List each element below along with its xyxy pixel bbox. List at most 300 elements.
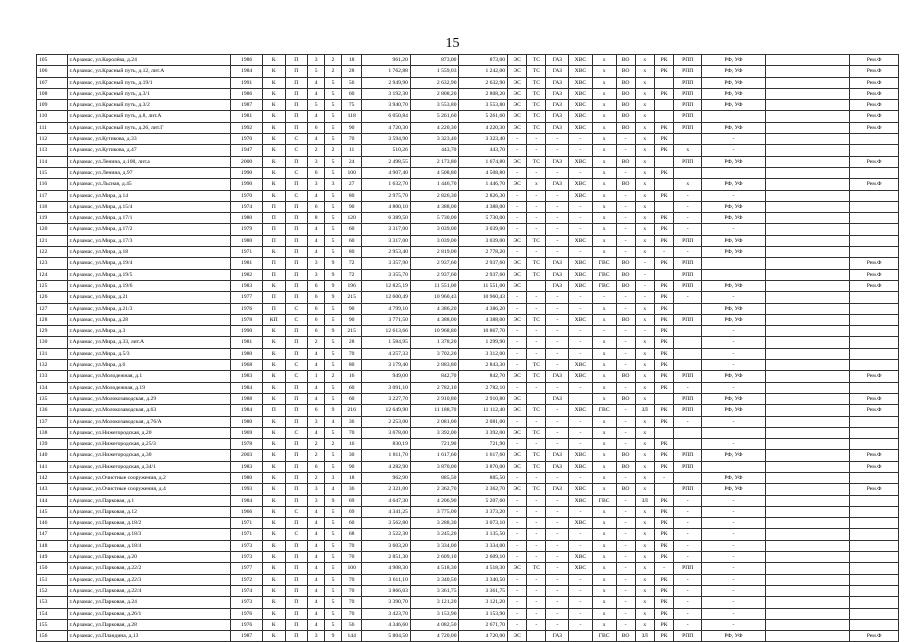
extra-cell xyxy=(765,597,850,608)
year-built-cell: 1970 xyxy=(231,134,263,145)
living-area-2-cell: 2 362,70 xyxy=(459,484,508,495)
apartments-cell: 70 xyxy=(342,585,362,596)
power-supply-cell: - xyxy=(508,495,527,506)
floor-material-cell: П xyxy=(285,156,308,167)
year-built-cell: 1986 xyxy=(231,88,263,99)
floor-material-cell: П xyxy=(285,608,308,619)
roof-cell xyxy=(654,100,673,111)
address-cell: г.Арзамас, ул.Красный путь, д.19/1 xyxy=(67,77,231,88)
total-area-cell: 830,19 xyxy=(362,439,411,450)
living-area-2-cell: 3 392,00 xyxy=(459,427,508,438)
extra-cell xyxy=(765,190,850,201)
total-area-cell: 1 632,70 xyxy=(362,179,411,190)
row-number-cell: 114 xyxy=(37,156,68,167)
repair-fund-cell: Рем.Ф xyxy=(850,269,899,280)
hot-water-cell: х xyxy=(592,619,616,630)
address-cell: г.Арзамас, ул.Молокозаводская, д.29 xyxy=(67,393,231,404)
cold-water-cell: - xyxy=(569,439,593,450)
hot-water-cell: х xyxy=(592,371,616,382)
floor-material-cell: П xyxy=(285,326,308,337)
utility-equipment-cell xyxy=(674,167,702,178)
entrances-cell: 4 xyxy=(308,552,325,563)
power-supply-cell: ЭС xyxy=(508,393,527,404)
address-cell: г.Арзамас, ул.Мира, д.19/5 xyxy=(67,269,231,280)
living-area-2-cell: 1 242,00 xyxy=(459,66,508,77)
gas-supply-cell: - xyxy=(546,224,569,235)
roof-cell xyxy=(654,201,673,212)
power-supply-cell: - xyxy=(508,292,527,303)
extra-cell xyxy=(765,393,850,404)
total-area-cell: 3 423,70 xyxy=(362,608,411,619)
floors-cell: 5 xyxy=(325,360,342,371)
wall-material-cell: К xyxy=(262,461,285,472)
row-number-cell: 109 xyxy=(37,100,68,111)
heat-supply-cell: - xyxy=(527,439,546,450)
row-number-cell: 155 xyxy=(37,619,68,630)
apartments-cell: 30 xyxy=(342,450,362,461)
power-supply-cell: ЭС xyxy=(508,66,527,77)
roof-cell: РК xyxy=(654,326,673,337)
address-cell: г.Арзамас, ул.Мира, д.17/1 xyxy=(67,213,231,224)
living-area-2-cell: 4 220,30 xyxy=(459,122,508,133)
repair-fund-cell xyxy=(850,597,899,608)
floor-material-cell: П xyxy=(285,77,308,88)
year-built-cell: 1970 xyxy=(231,190,263,201)
cold-water-cell xyxy=(569,631,593,642)
power-supply-cell: ЭС xyxy=(508,156,527,167)
gas-supply-cell: - xyxy=(546,213,569,224)
power-supply-cell: - xyxy=(508,552,527,563)
row-number-cell: 120 xyxy=(37,224,68,235)
sewerage-cell: - xyxy=(616,529,635,540)
facade-work-cell: - xyxy=(702,563,765,574)
hot-water-cell: х xyxy=(592,122,616,133)
apartments-cell: 90 xyxy=(342,461,362,472)
cold-water-cell: - xyxy=(569,506,593,517)
heat-supply-cell: - xyxy=(527,585,546,596)
floors-cell: 5 xyxy=(325,167,342,178)
gas-supply-cell: - xyxy=(546,201,569,212)
roof-cell: - xyxy=(654,472,673,483)
gas-supply-cell: ГАЗ xyxy=(546,156,569,167)
gas-supply-cell: ГАЗ xyxy=(546,100,569,111)
year-built-cell: 1976 xyxy=(231,608,263,619)
heat-supply-cell: - xyxy=(527,201,546,212)
gas-supply-cell: ГАЗ xyxy=(546,450,569,461)
sewerage-cell: ВО xyxy=(616,179,635,190)
total-area-cell: 3 192,30 xyxy=(362,88,411,99)
cold-water-cell: ХВС xyxy=(569,122,593,133)
entrances-cell: 4 xyxy=(308,518,325,529)
sewerage-cell: - xyxy=(616,382,635,393)
total-area-cell: 3 611,10 xyxy=(362,574,411,585)
heat-supply-cell xyxy=(527,280,546,291)
apartments-cell: 72 xyxy=(342,258,362,269)
roof-cell xyxy=(654,111,673,122)
apartments-cell: 60 xyxy=(342,224,362,235)
floor-material-cell: П xyxy=(285,495,308,506)
table-row xyxy=(37,585,899,596)
living-area-2-cell: 5 730,00 xyxy=(459,213,508,224)
heating-type-cell: х xyxy=(635,552,654,563)
living-area-2-cell: 11 551,00 xyxy=(459,280,508,291)
facade-work-cell: - xyxy=(702,348,765,359)
cold-water-cell: ХВС xyxy=(569,111,593,122)
address-cell: г.Арзамас, ул.Мира, д.28 xyxy=(67,314,231,325)
living-area-1-cell: 2 173,80 xyxy=(410,156,459,167)
wall-material-cell: К xyxy=(262,450,285,461)
gas-supply-cell: - xyxy=(546,552,569,563)
entrances-cell: 2 xyxy=(308,145,325,156)
heating-type-cell: х xyxy=(635,427,654,438)
living-area-2-cell: 5 207,60 xyxy=(459,495,508,506)
extra-cell xyxy=(765,540,850,551)
roof-cell xyxy=(654,179,673,190)
total-area-cell: 3 678,00 xyxy=(362,427,411,438)
roof-cell: РК xyxy=(654,416,673,427)
heat-supply-cell: - xyxy=(527,134,546,145)
table-row xyxy=(37,371,899,382)
cold-water-cell: - xyxy=(569,597,593,608)
facade-work-cell: РФ, УФ xyxy=(702,213,765,224)
address-cell: г.Арзамас, ул.Парковая, д.24 xyxy=(67,597,231,608)
sewerage-cell: - xyxy=(616,608,635,619)
heating-type-cell: х xyxy=(635,484,654,495)
cold-water-cell: ХВС xyxy=(569,450,593,461)
row-number-cell: 156 xyxy=(37,631,68,642)
power-supply-cell: - xyxy=(508,382,527,393)
facade-work-cell: - xyxy=(702,145,765,156)
gas-supply-cell: - xyxy=(546,167,569,178)
utility-equipment-cell: - xyxy=(674,585,702,596)
living-area-1-cell: 2 883,80 xyxy=(410,360,459,371)
living-area-1-cell: 2 937,60 xyxy=(410,269,459,280)
total-area-cell: 510,26 xyxy=(362,145,411,156)
living-area-1-cell: 5 730,00 xyxy=(410,213,459,224)
repair-fund-cell xyxy=(850,495,899,506)
gas-supply-cell: ГАЗ xyxy=(546,77,569,88)
sewerage-cell: - xyxy=(616,416,635,427)
utility-equipment-cell: РПП xyxy=(674,55,702,66)
utility-equipment-cell xyxy=(674,303,702,314)
floors-cell: 5 xyxy=(325,393,342,404)
table-row xyxy=(37,563,899,574)
roof-cell: РК xyxy=(654,382,673,393)
living-area-2-cell: 2 937,60 xyxy=(459,258,508,269)
repair-fund-cell xyxy=(850,608,899,619)
table-row xyxy=(37,201,899,212)
wall-material-cell: К xyxy=(262,552,285,563)
table-row xyxy=(37,427,899,438)
facade-work-cell: - xyxy=(702,619,765,630)
roof-cell: РК xyxy=(654,55,673,66)
entrances-cell: 4 xyxy=(308,88,325,99)
floor-material-cell: С xyxy=(285,134,308,145)
hot-water-cell: х xyxy=(592,608,616,619)
cold-water-cell: - xyxy=(569,427,593,438)
wall-material-cell: КП xyxy=(262,314,285,325)
year-built-cell: 1974 xyxy=(231,585,263,596)
table-row xyxy=(37,77,899,88)
heat-supply-cell: - xyxy=(527,247,546,258)
entrances-cell: 4 xyxy=(308,77,325,88)
entrances-cell: 6 xyxy=(308,280,325,291)
living-area-2-cell: 885,50 xyxy=(459,472,508,483)
repair-fund-cell xyxy=(850,574,899,585)
roof-cell: РК xyxy=(654,66,673,77)
entrances-cell: 4 xyxy=(308,393,325,404)
table-row xyxy=(37,55,899,66)
facade-work-cell: РФ, УФ xyxy=(702,631,765,642)
facade-work-cell: - xyxy=(702,495,765,506)
floors-cell: 5 xyxy=(325,77,342,88)
address-cell: г.Арзамас, ул.Мира, д.19/4 xyxy=(67,258,231,269)
cold-water-cell: - xyxy=(569,529,593,540)
row-number-cell: 143 xyxy=(37,484,68,495)
apartments-cell: 80 xyxy=(342,190,362,201)
facade-work-cell: РФ, УФ xyxy=(702,450,765,461)
floor-material-cell: П xyxy=(285,224,308,235)
extra-cell xyxy=(765,55,850,66)
heat-supply-cell: ТС xyxy=(527,235,546,246)
table-row xyxy=(37,88,899,99)
living-area-2-cell: 11 112,40 xyxy=(459,405,508,416)
year-built-cell: 1988 xyxy=(231,393,263,404)
living-area-1-cell: 3 288,30 xyxy=(410,518,459,529)
utility-equipment-cell: - xyxy=(674,540,702,551)
extra-cell xyxy=(765,348,850,359)
cold-water-cell: - xyxy=(569,167,593,178)
year-built-cell: 1991 xyxy=(231,77,263,88)
roof-cell: РК xyxy=(654,619,673,630)
gas-supply-cell: - xyxy=(546,495,569,506)
sewerage-cell: - xyxy=(616,619,635,630)
power-supply-cell: - xyxy=(508,213,527,224)
power-supply-cell: ЭС xyxy=(508,258,527,269)
table-body xyxy=(37,55,899,642)
sewerage-cell: - xyxy=(616,326,635,337)
repair-fund-cell: Рем.Ф xyxy=(850,371,899,382)
row-number-cell: 147 xyxy=(37,529,68,540)
floors-cell: 9 xyxy=(325,258,342,269)
living-area-2-cell: 2 843,30 xyxy=(459,360,508,371)
power-supply-cell: - xyxy=(508,439,527,450)
heat-supply-cell: - xyxy=(527,145,546,156)
facade-work-cell: - xyxy=(702,382,765,393)
power-supply-cell: ЭС xyxy=(508,280,527,291)
heat-supply-cell: - xyxy=(527,303,546,314)
apartments-cell: 80 xyxy=(342,360,362,371)
row-number-cell: 151 xyxy=(37,574,68,585)
sewerage-cell: ВО xyxy=(616,484,635,495)
table-row xyxy=(37,280,899,291)
sewerage-cell: ВО xyxy=(616,66,635,77)
cold-water-cell: ХВС xyxy=(569,156,593,167)
address-cell: г.Арзамас, ул.Красный путь, д.12, лит.А xyxy=(67,66,231,77)
address-cell: г.Арзамас, ул.Парковая, д.26/1 xyxy=(67,608,231,619)
living-area-2-cell: 10 867,70 xyxy=(459,326,508,337)
table-row xyxy=(37,518,899,529)
row-number-cell: 141 xyxy=(37,461,68,472)
floors-cell: 3 xyxy=(325,179,342,190)
hot-water-cell: х xyxy=(592,506,616,517)
facade-work-cell xyxy=(702,461,765,472)
repair-fund-cell xyxy=(850,506,899,517)
heating-type-cell: ЗЛ xyxy=(635,495,654,506)
power-supply-cell: ЭС xyxy=(508,111,527,122)
extra-cell xyxy=(765,405,850,416)
roof-cell: РК xyxy=(654,552,673,563)
facade-work-cell: РФ, УФ xyxy=(702,55,765,66)
wall-material-cell: П xyxy=(262,258,285,269)
apartments-cell: 70 xyxy=(342,552,362,563)
total-area-cell: 2 949,90 xyxy=(362,77,411,88)
gas-supply-cell: - xyxy=(546,134,569,145)
living-area-2-cell: 3 073,10 xyxy=(459,518,508,529)
apartments-cell: 27 xyxy=(342,179,362,190)
apartments-cell: 68 xyxy=(342,529,362,540)
floor-material-cell: П xyxy=(285,66,308,77)
heating-type-cell: х xyxy=(635,66,654,77)
gas-supply-cell: ГАЗ xyxy=(546,66,569,77)
heat-supply-cell: ТС xyxy=(527,405,546,416)
heating-type-cell: х xyxy=(635,439,654,450)
floor-material-cell: П xyxy=(285,337,308,348)
year-built-cell: 1976 xyxy=(231,303,263,314)
utility-equipment-cell: РПП xyxy=(674,450,702,461)
extra-cell xyxy=(765,247,850,258)
floors-cell: 5 xyxy=(325,122,342,133)
floor-material-cell: С xyxy=(285,427,308,438)
utility-equipment-cell: РПП xyxy=(674,314,702,325)
floor-material-cell: С xyxy=(285,506,308,517)
heat-supply-cell: - xyxy=(527,540,546,551)
cold-water-cell: ХВС xyxy=(569,461,593,472)
heating-type-cell: х xyxy=(635,382,654,393)
living-area-1-cell: 2 910,80 xyxy=(410,393,459,404)
hot-water-cell: х xyxy=(592,360,616,371)
table-row xyxy=(37,631,899,642)
wall-material-cell: К xyxy=(262,631,285,642)
extra-cell xyxy=(765,472,850,483)
heat-supply-cell: - xyxy=(527,190,546,201)
wall-material-cell: К xyxy=(262,382,285,393)
total-area-cell: 4 908,30 xyxy=(362,563,411,574)
table-row xyxy=(37,134,899,145)
table-row xyxy=(37,156,899,167)
living-area-2-cell: 2 937,60 xyxy=(459,269,508,280)
floors-cell: 5 xyxy=(325,111,342,122)
heating-type-cell: х xyxy=(635,55,654,66)
year-built-cell: 1971 xyxy=(231,529,263,540)
cold-water-cell: ХВС xyxy=(569,190,593,201)
entrances-cell: 5 xyxy=(308,66,325,77)
floors-cell: 5 xyxy=(325,224,342,235)
row-number-cell: 144 xyxy=(37,495,68,506)
facade-work-cell: РФ, УФ xyxy=(702,303,765,314)
repair-fund-cell: Рем.Ф xyxy=(850,111,899,122)
gas-supply-cell: ГАЗ xyxy=(546,258,569,269)
gas-supply-cell: ГАЗ xyxy=(546,371,569,382)
row-number-cell: 105 xyxy=(37,55,68,66)
repair-fund-cell: Рем.Ф xyxy=(850,631,899,642)
row-number-cell: 148 xyxy=(37,540,68,551)
year-built-cell: 1980 xyxy=(231,472,263,483)
gas-supply-cell: - xyxy=(546,314,569,325)
cold-water-cell: ХВС xyxy=(569,552,593,563)
repair-fund-cell xyxy=(850,619,899,630)
year-built-cell: 1987 xyxy=(231,100,263,111)
roof-cell: РК xyxy=(654,292,673,303)
total-area-cell: 12 825,19 xyxy=(362,280,411,291)
total-area-cell: 4 257,33 xyxy=(362,348,411,359)
year-built-cell: 1971 xyxy=(231,518,263,529)
page-number: 15 xyxy=(445,36,460,51)
roof-cell: РК xyxy=(654,337,673,348)
repair-fund-cell xyxy=(850,518,899,529)
extra-cell xyxy=(765,529,850,540)
facade-work-cell: - xyxy=(702,608,765,619)
heating-type-cell: ЗЛ xyxy=(635,405,654,416)
living-area-2-cell: 4 518,30 xyxy=(459,563,508,574)
living-area-1-cell: 4 206,90 xyxy=(410,495,459,506)
address-cell: г.Арзамас, ул.Парковая, д.18/3 xyxy=(67,529,231,540)
wall-material-cell: К xyxy=(262,619,285,630)
row-number-cell: 132 xyxy=(37,360,68,371)
gas-supply-cell: - xyxy=(546,303,569,314)
roof-cell xyxy=(654,269,673,280)
floor-material-cell: П xyxy=(285,552,308,563)
heating-type-cell: х xyxy=(635,506,654,517)
facade-work-cell: - xyxy=(702,552,765,563)
extra-cell xyxy=(765,631,850,642)
living-area-1-cell: 2 362,70 xyxy=(410,484,459,495)
table-row xyxy=(37,405,899,416)
gas-supply-cell: - xyxy=(546,348,569,359)
table-row xyxy=(37,224,899,235)
wall-material-cell: К xyxy=(262,337,285,348)
table-row xyxy=(37,484,899,495)
power-supply-cell: - xyxy=(508,348,527,359)
apartments-cell: 60 xyxy=(342,393,362,404)
repair-fund-cell: Рем.Ф xyxy=(850,122,899,133)
living-area-1-cell: 443,70 xyxy=(410,145,459,156)
table-row xyxy=(37,66,899,77)
wall-material-cell: П xyxy=(262,303,285,314)
power-supply-cell: ЭС xyxy=(508,631,527,642)
extra-cell xyxy=(765,314,850,325)
address-cell: г.Арзамас, ул.Мира, д.33, лит.А xyxy=(67,337,231,348)
hot-water-cell: х xyxy=(592,472,616,483)
year-built-cell: 1980 xyxy=(231,348,263,359)
facade-work-cell: - xyxy=(702,190,765,201)
floor-material-cell: П xyxy=(285,235,308,246)
wall-material-cell: К xyxy=(262,111,285,122)
hot-water-cell: х xyxy=(592,563,616,574)
roof-cell: РК xyxy=(654,190,673,201)
living-area-2-cell: 873,00 xyxy=(459,55,508,66)
apartments-cell: 24 xyxy=(342,156,362,167)
sewerage-cell: - xyxy=(616,574,635,585)
cold-water-cell: - xyxy=(569,224,593,235)
living-area-1-cell: 4 082,50 xyxy=(410,619,459,630)
gas-supply-cell: - xyxy=(546,540,569,551)
facade-work-cell xyxy=(702,111,765,122)
repair-fund-cell xyxy=(850,382,899,393)
sewerage-cell: - xyxy=(616,472,635,483)
floors-cell: 9 xyxy=(325,292,342,303)
repair-fund-cell xyxy=(850,224,899,235)
